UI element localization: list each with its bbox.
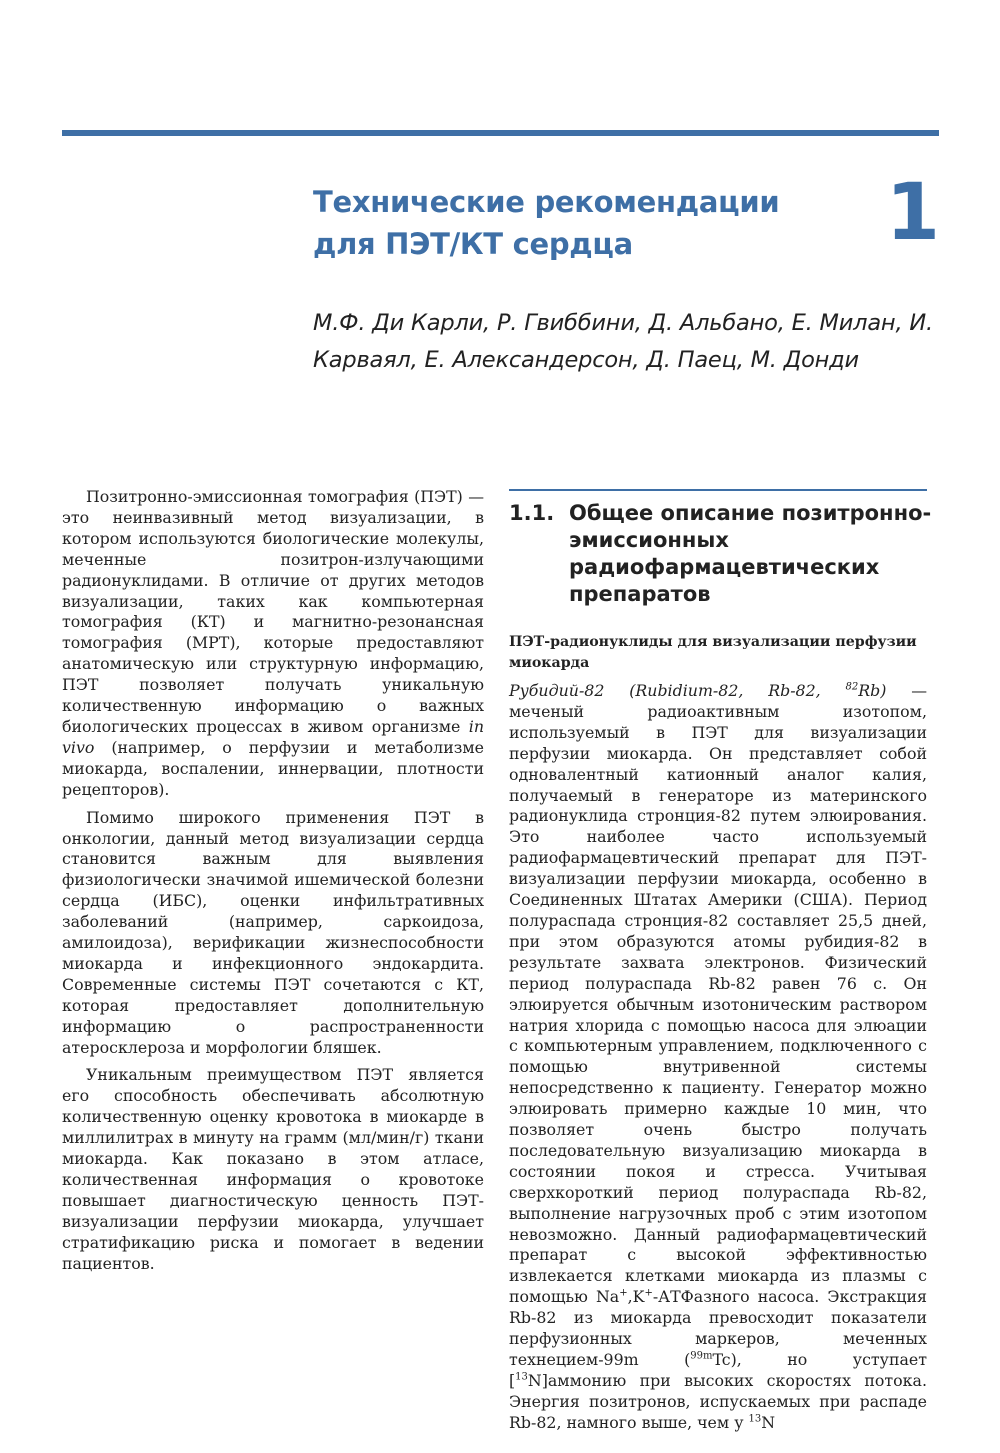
paragraph-intro xyxy=(62,487,484,801)
paragraph-advantages xyxy=(62,1065,484,1274)
subsection-heading: ПЭТ-радионуклиды для визуализации перфузии миокарда xyxy=(509,634,917,671)
chapter-authors: М.Ф. Ди Карли, Р. Гвиббини, Д. Альбано, Е. Милан, И. Карваял, Е. Александерсон, Д. Паец, М. Донди xyxy=(313,310,933,373)
chapter-title: Технические рекомендации для ПЭТ/КТ сердца xyxy=(313,185,780,261)
rubidium-text-5: N]аммонию при высоких скоростях потока. Энергия позитронов, испускаемых при распаде Rb-82, намного выше, чем у xyxy=(509,1370,927,1432)
in-vivo-italic: in vivo xyxy=(62,716,484,757)
potassium-charge-sup: + xyxy=(644,1288,653,1300)
sodium-charge-sup: + xyxy=(619,1288,628,1300)
paragraph-applications xyxy=(62,808,484,1059)
rubidium-text-2: ,K xyxy=(627,1287,645,1307)
rubidium-text-6: N xyxy=(761,1412,776,1432)
rubidium-text-4: Tc), но уступает [ xyxy=(509,1350,927,1390)
section-rule xyxy=(509,489,927,491)
section-title: Общее описание позитронно-эмиссионных радиофармацевтических препаратов xyxy=(569,501,932,606)
nitrogen-sup-b: 13 xyxy=(748,1413,762,1425)
rubidium-text-1: — меченый радиоактивным изотопом, используемый в ПЭТ для визуализации перфузии миокарда. Он представляет собой одновалентный катионный аналог калия, получаемый в генераторе из материнского радионуклида стронция-82 путем элюирования. Это наиболее часто используемый радиофармацевтический препарат для ПЭТ-визуализации перфузии миокарда, особенно в Соединенных Штатах Америки (США). Период полураспада стронция-82 составляет 25,5 дней, при этом образуются атомы рубидия-82 в результате захвата электронов. Физический период полураспада Rb-82 равен 76 с. Он элюируется обычным изотоническим раствором натрия хлорида с помощью насоса для элюации с компьютерным управлением, подключенного с помощью внутривенной системы непосредственно к пациенту. Генератор можно элюировать примерно каждые 10 мин, что позволяет очень быстро получать последовательную визуализацию миокарда в состоянии покоя и стресса. Учитывая сверхкороткий период полураспада Rb-82, выполнение нагрузочных проб с этим изотопом невозможно. Данный радиофармацевтический препарат с высокой эффективностью извлекается клетками миокарда из плазмы с помощью Na xyxy=(509,681,927,1307)
nitrogen-sup-a: 13 xyxy=(515,1371,528,1383)
rubidium-text-3: -АТФазного насоса. Экстракция Rb-82 из миокарда превосходит показатели перфузионных маркеров, меченных технецием-99m ( xyxy=(509,1287,928,1369)
paragraph-intro-text: Позитронно-эмиссионная томография (ПЭТ) — это неинвазивный метод визуализации, в котором используются биологические молекулы, меченные позитрон-излучающими радионуклидами. В отличие от других методов визуализации, таких как компьютерная томография (КТ) и магнитно-резонансная томография (МРТ), которые предоставляют анатомическую или структурную информацию, ПЭТ позволяет получать уникальную количественную информацию о важных биологических процессах в живом организме in vivo (например, о перфузии и метаболизме миокарда, воспалении, иннервации, плотности рецепторов). xyxy=(62,487,484,799)
technetium-sup: 99m xyxy=(690,1350,713,1362)
right-column xyxy=(509,681,927,1434)
section-number: 1.1. xyxy=(509,501,555,525)
rubidium-lead-text: Рубидий-82 (Rubidium-82, Rb-82, xyxy=(509,681,846,700)
rubidium-lead-end: Rb) xyxy=(858,681,887,700)
paragraph-rubidium xyxy=(509,681,927,1434)
paragraph-advantages-text: Уникальным преимуществом ПЭТ является его способность обеспечивать абсолютную количественную оценку кровотока в миокарде в миллилитрах в минуту на грамм (мл/мин/г) ткани миокарда. Как показано в этом атласе, количественная информация о кровотоке повышает диагностическую ценность ПЭТ-визуализации перфузии миокарда, улучшает стратификацию риска и помогает в ведении пациентов. xyxy=(62,1065,484,1273)
left-column xyxy=(62,487,484,1282)
rubidium-mass-sup: 82 xyxy=(845,681,859,693)
chapter-number: 1 xyxy=(885,168,940,258)
paragraph-applications-text: Помимо широкого применения ПЭТ в онкологии, данный метод визуализации сердца становится важным для выявления физиологически значимой ишемической болезни сердца (ИБС), оценки инфильтративных заболеваний (например, саркоидоза, амилоидоза), верификации жизнеспособности миокарда и инфекционного эндокардита. Современные системы ПЭТ сочетаются с КТ, которая предоставляет дополнительную информацию о распространенности атеросклероза и морфологии бляшек. xyxy=(62,807,484,1057)
chapter-top-rule xyxy=(62,130,939,136)
rubidium-lead xyxy=(509,681,886,700)
